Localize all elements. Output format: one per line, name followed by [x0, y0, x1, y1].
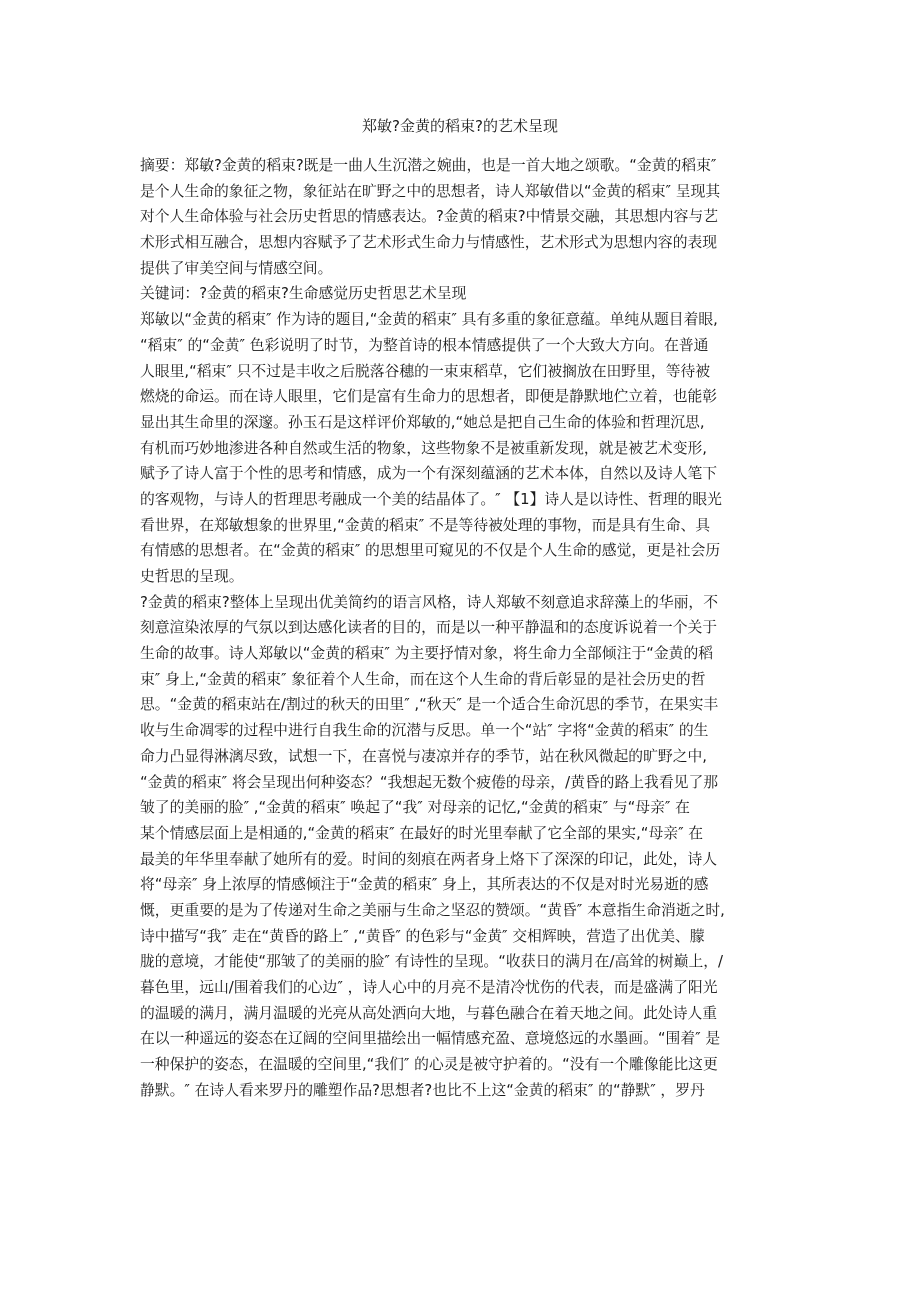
text-line: 在以一种遥远的姿态在辽阔的空间里描绘出一幅情感充盈、意境悠远的水墨画。“围着″ 是: [140, 1030, 721, 1048]
text-line: 收与生命凋零的过程中进行自我生命的沉潜与反思。单一个“站″ 字将“金黄的稻束″ 的生: [140, 722, 709, 740]
text-line: 慨，更重要的是为了传递对生命之美丽与生命之坚忍的赞颂。“黄昏″ 本意指生命消逝之时,: [140, 901, 725, 919]
text-line: 某个情感层面上是相通的,“金黄的稻束″ 在最好的时光里奉献了它全部的果实,“母亲″ 在: [140, 824, 704, 842]
text-line: 的客观物，与诗人的哲理思考融成一个美的结晶体了。″ 【1】诗人是以诗性、哲理的眼光: [140, 490, 722, 508]
text-line: 暮色里，远山/围着我们的心边″ ，诗人心中的月亮不是清冷忧伤的代表，而是盛满了阳光: [140, 979, 718, 996]
text-line: 刻意渲染浓厚的气氛以到达感化读者的目的，而是以一种平静温和的态度诉说着一个关于: [140, 619, 718, 637]
text-line: 最美的年华里奉献了她所有的爱。时间的刻痕在两者身上烙下了深深的印记，此处，诗人: [140, 850, 718, 868]
text-line: 一种保护的姿态，在温暖的空间里,“我们″ 的心灵是被守护着的。“没有一个雕像能比这更: [140, 1056, 718, 1074]
text-line: 看世界，在郑敏想象的世界里,“金黄的稻束″ 不是等待被处理的事物，而是具有生命、具: [140, 516, 711, 534]
text-line: 赋予了诗人富于个性的思考和情感，成为一个有深刻蕴涵的艺术本体，自然以及诗人笔下: [140, 465, 718, 483]
text-line: 命力凸显得淋漓尽致，试想一下，在喜悦与凄凉并存的季节，站在秋风微起的旷野之中,: [140, 747, 707, 765]
text-line: “稻束″ 的“金黄″ 色彩说明了时节，为整首诗的根本情感提供了一个大致大方向。在普通: [140, 336, 709, 354]
text-line: 有情感的思想者。在“金黄的稻束″ 的思想里可窥见的不仅是个人生命的感觉，更是社会历: [140, 542, 721, 560]
text-line: 将“母亲″ 身上浓厚的情感倾注于“金黄的稻束″ 身上，其所表达的不仅是对时光易逝的感: [140, 876, 709, 894]
text-line: 郑敏以“金黄的稻束″ 作为诗的题目,“金黄的稻束″ 具有多重的象征意蕴。单纯从题目着眼,: [140, 311, 718, 329]
text-line: 术形式相互融合，思想内容赋予了艺术形式生命力与情感性，艺术形式为思想内容的表现: [140, 234, 718, 252]
text-line: 提供了审美空间与情感空间。: [140, 259, 333, 277]
text-line: 思。“金黄的稻束站在/割过的秋天的田里″ ,“秋天″ 是一个适合生命沉思的季节，在果实丰: [140, 696, 719, 714]
text-line: 是个人生命的象征之物，象征站在旷野之中的思想者，诗人郑敏借以“金黄的稻束″ 呈现其: [140, 182, 721, 200]
text-line: 胧的意境，才能使“那皱了的美丽的脸″ 有诗性的呈现。“收获日的满月在/高耸的树巅上，/: [140, 953, 724, 971]
text-line: 有机而巧妙地渗进各种自然或生活的物象，这些物象不是被重新发现，就是被艺术变形,: [140, 439, 707, 457]
text-line: 燃烧的命运。而在诗人眼里，它们是富有生命力的思想者，即便是静默地伫立着，也能彰: [140, 388, 718, 406]
text-line: ?金黄的稻束?整体上呈现出优美简约的语言风格，诗人郑敏不刻意追求辞藻上的华丽，不: [140, 593, 718, 611]
document-title: 郑敏?金黄的稻束?的艺术呈现: [362, 117, 558, 135]
document-body: [140, 153, 790, 1103]
text-line: 束″ 身上,“金黄的稻束″ 象征着个人生命，而在这个人生命的背后彰显的是社会历史的哲: [140, 670, 706, 688]
text-line: 对个人生命体验与社会历史哲思的情感表达。?金黄的稻束?中情景交融，其思想内容与艺: [140, 208, 718, 226]
text-line: 生命的故事。诗人郑敏以“金黄的稻束″ 为主要抒情对象，将生命力全部倾注于“金黄的稻: [140, 645, 714, 663]
text-line: 史哲思的呈现。: [140, 568, 244, 585]
text-line: 摘要：郑敏?金黄的稻束?既是一曲人生沉潜之婉曲，也是一首大地之颂歌。“金黄的稻束″: [140, 157, 717, 174]
text-line: 皱了的美丽的脸″ ,“金黄的稻束″ 唤起了“我″ 对母亲的记忆,“金黄的稻束″ 与“母亲″ 在: [140, 799, 690, 817]
text-line: 关键词：?金黄的稻束?生命感觉历史哲思艺术呈现: [140, 285, 467, 303]
text-line: “金黄的稻束″ 将会呈现出何种姿态？“我想起无数个疲倦的母亲，/黄昏的路上我看见了那: [140, 773, 719, 791]
text-line: 诗中描写“我″ 走在“黄昏的路上″ ,“黄昏″ 的色彩与“金黄″ 交相辉映，营造了出优美、朦: [140, 927, 705, 945]
text-line: 显出其生命里的深邃。孙玉石是这样评价郑敏的,“她总是把自己生命的体验和哲理沉思,: [140, 413, 705, 431]
text-line: 静默。″ 在诗人看来罗丹的雕塑作品?思想者?也比不上这“金黄的稻束″ 的“静默″ ，罗丹: [140, 1081, 705, 1099]
text-line: 的温暖的满月，满月温暖的光亮从高处洒向大地，与暮色融合在着天地之间。此处诗人重: [140, 1004, 718, 1022]
text-line: 人眼里,“稻束″ 只不过是丰收之后脱落谷穗的一束束稻草，它们被搁放在田野里，等待被: [140, 362, 711, 380]
